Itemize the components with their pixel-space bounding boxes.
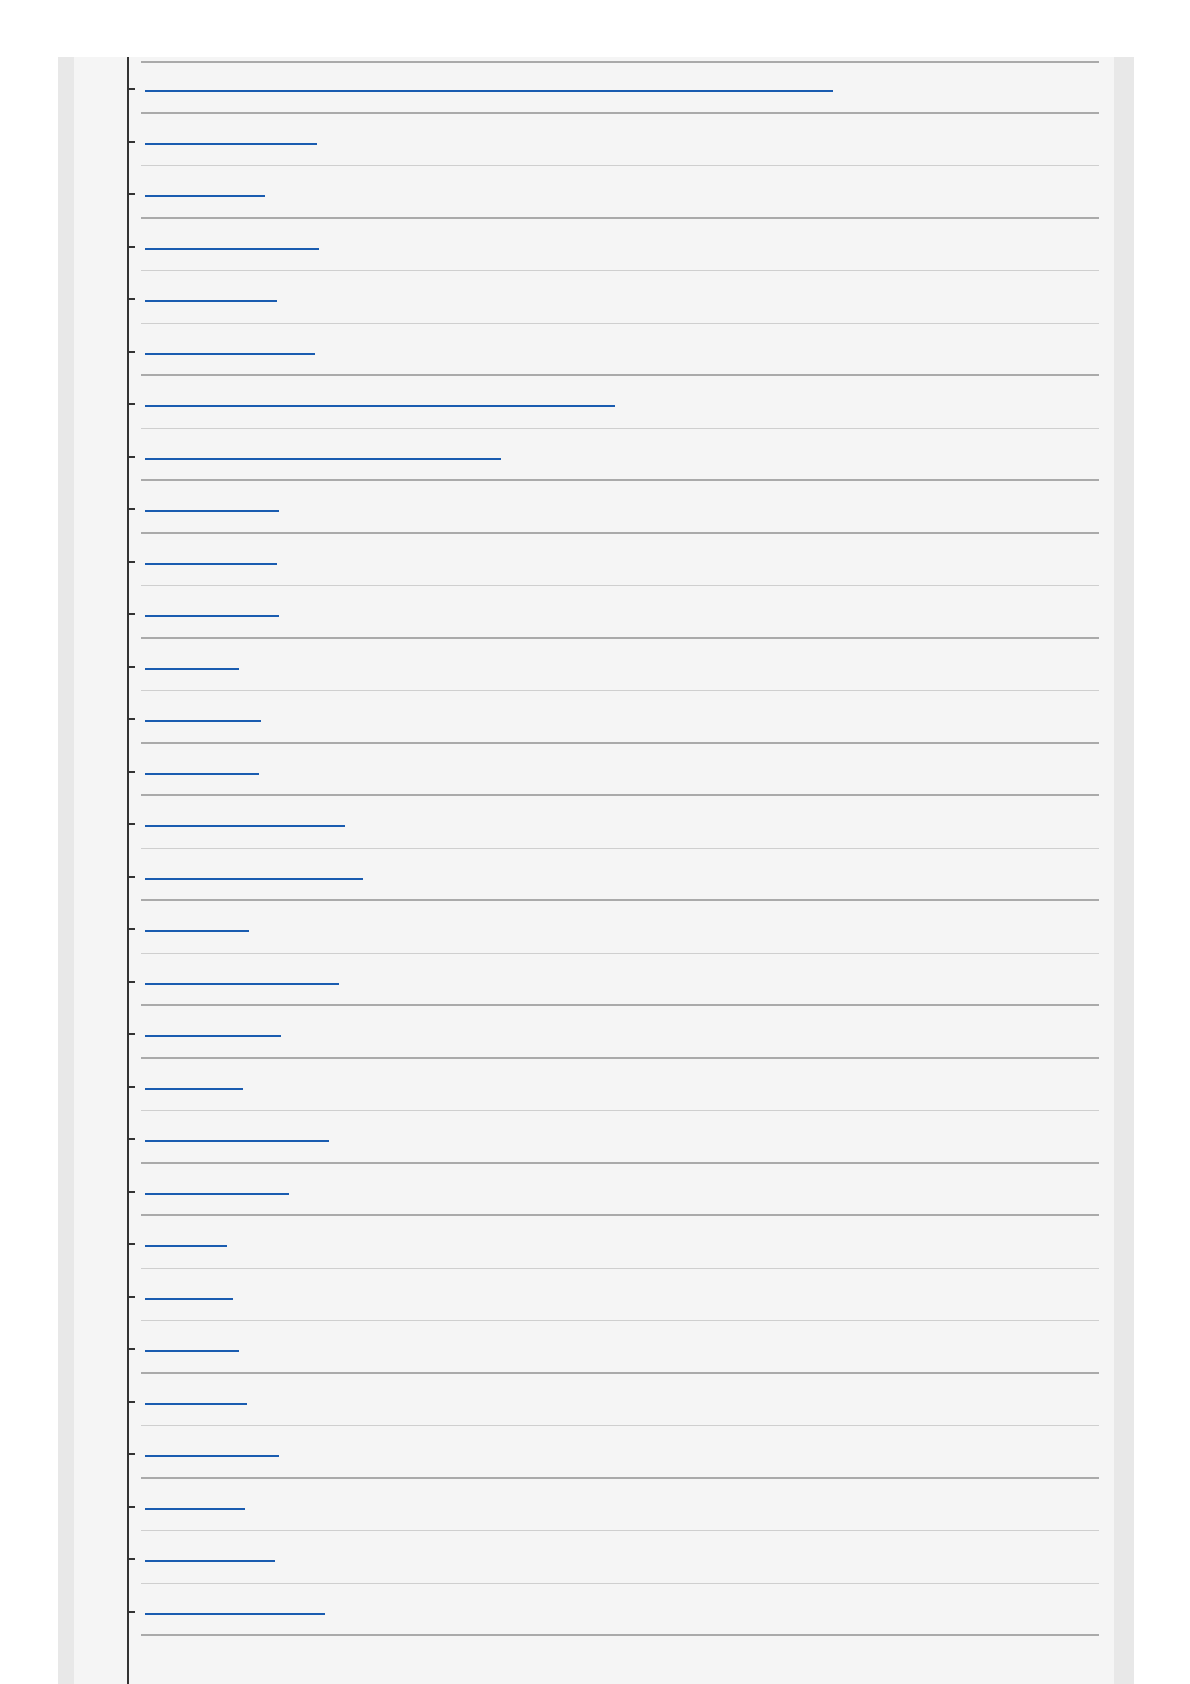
toc-item <box>129 691 1099 744</box>
tree-branch-icon <box>129 351 135 353</box>
toc-item <box>129 534 1099 587</box>
toc-item <box>129 376 1099 429</box>
toc-item <box>129 481 1099 534</box>
tree-branch-icon <box>129 981 135 983</box>
toc-item <box>129 324 1099 377</box>
toc-item <box>129 586 1099 639</box>
tree-branch-icon <box>129 1191 135 1193</box>
toc-item <box>129 1374 1099 1427</box>
tree-branch-icon <box>129 141 135 143</box>
toc-link[interactable] <box>145 78 833 92</box>
toc-item <box>129 796 1099 849</box>
toc-link[interactable] <box>145 1391 247 1405</box>
toc-item <box>129 901 1099 954</box>
toc-item <box>129 1006 1099 1059</box>
toc-item <box>129 1216 1099 1269</box>
toc-item <box>129 114 1099 167</box>
toc-item <box>129 166 1099 219</box>
tree-branch-icon <box>129 1296 135 1298</box>
toc-link[interactable] <box>145 1443 279 1457</box>
toc-item <box>129 429 1099 482</box>
toc-link[interactable] <box>145 1548 275 1562</box>
tree-branch-icon <box>129 403 135 405</box>
toc-link[interactable] <box>145 603 279 617</box>
toc-item <box>129 271 1099 324</box>
toc-link[interactable] <box>145 1496 245 1510</box>
tree-branch-icon <box>129 508 135 510</box>
tree-branch-icon <box>129 298 135 300</box>
toc-item <box>129 744 1099 797</box>
toc-link[interactable] <box>145 971 339 985</box>
toc-link[interactable] <box>145 1338 239 1352</box>
toc-item <box>129 639 1099 692</box>
toc-link[interactable] <box>145 341 315 355</box>
tree-branch-icon <box>129 613 135 615</box>
tree-branch-icon <box>129 876 135 878</box>
toc-item <box>129 1584 1099 1637</box>
toc-item <box>129 1321 1099 1374</box>
toc-item <box>129 849 1099 902</box>
toc-link[interactable] <box>145 236 319 250</box>
table-of-contents <box>129 61 1099 1636</box>
toc-link[interactable] <box>145 918 249 932</box>
toc-link[interactable] <box>145 813 345 827</box>
toc-link[interactable] <box>145 131 317 145</box>
tree-branch-icon <box>129 718 135 720</box>
tree-branch-icon <box>129 1033 135 1035</box>
tree-branch-icon <box>129 666 135 668</box>
toc-link[interactable] <box>145 446 501 460</box>
toc-link[interactable] <box>145 1286 233 1300</box>
toc-link[interactable] <box>145 866 363 880</box>
toc-link[interactable] <box>145 656 239 670</box>
tree-branch-icon <box>129 1506 135 1508</box>
tree-branch-icon <box>129 1611 135 1613</box>
tree-branch-icon <box>129 823 135 825</box>
tree-branch-icon <box>129 193 135 195</box>
toc-item <box>129 1479 1099 1532</box>
toc-item <box>129 1426 1099 1479</box>
toc-link[interactable] <box>145 761 259 775</box>
tree-branch-icon <box>129 771 135 773</box>
tree-branch-icon <box>129 1086 135 1088</box>
toc-item <box>129 61 1099 114</box>
toc-link[interactable] <box>145 183 265 197</box>
toc-link[interactable] <box>145 551 277 565</box>
toc-item <box>129 219 1099 272</box>
toc-item <box>129 1531 1099 1584</box>
tree-branch-icon <box>129 1401 135 1403</box>
toc-item <box>129 1059 1099 1112</box>
toc-item <box>129 1164 1099 1217</box>
toc-item <box>129 954 1099 1007</box>
toc-link[interactable] <box>145 1023 281 1037</box>
tree-branch-icon <box>129 1453 135 1455</box>
tree-branch-icon <box>129 88 135 90</box>
toc-link[interactable] <box>145 1128 329 1142</box>
toc-link[interactable] <box>145 288 277 302</box>
toc-link[interactable] <box>145 1076 243 1090</box>
tree-branch-icon <box>129 246 135 248</box>
toc-link[interactable] <box>145 498 279 512</box>
toc-link[interactable] <box>145 1233 227 1247</box>
toc-item <box>129 1111 1099 1164</box>
toc-link[interactable] <box>145 1181 289 1195</box>
toc-link[interactable] <box>145 1601 325 1615</box>
tree-branch-icon <box>129 1138 135 1140</box>
toc-item <box>129 1269 1099 1322</box>
toc-link[interactable] <box>145 393 615 407</box>
tree-branch-icon <box>129 1243 135 1245</box>
tree-branch-icon <box>129 1348 135 1350</box>
tree-branch-icon <box>129 1558 135 1560</box>
tree-branch-icon <box>129 561 135 563</box>
toc-link[interactable] <box>145 708 261 722</box>
tree-branch-icon <box>129 928 135 930</box>
tree-branch-icon <box>129 456 135 458</box>
